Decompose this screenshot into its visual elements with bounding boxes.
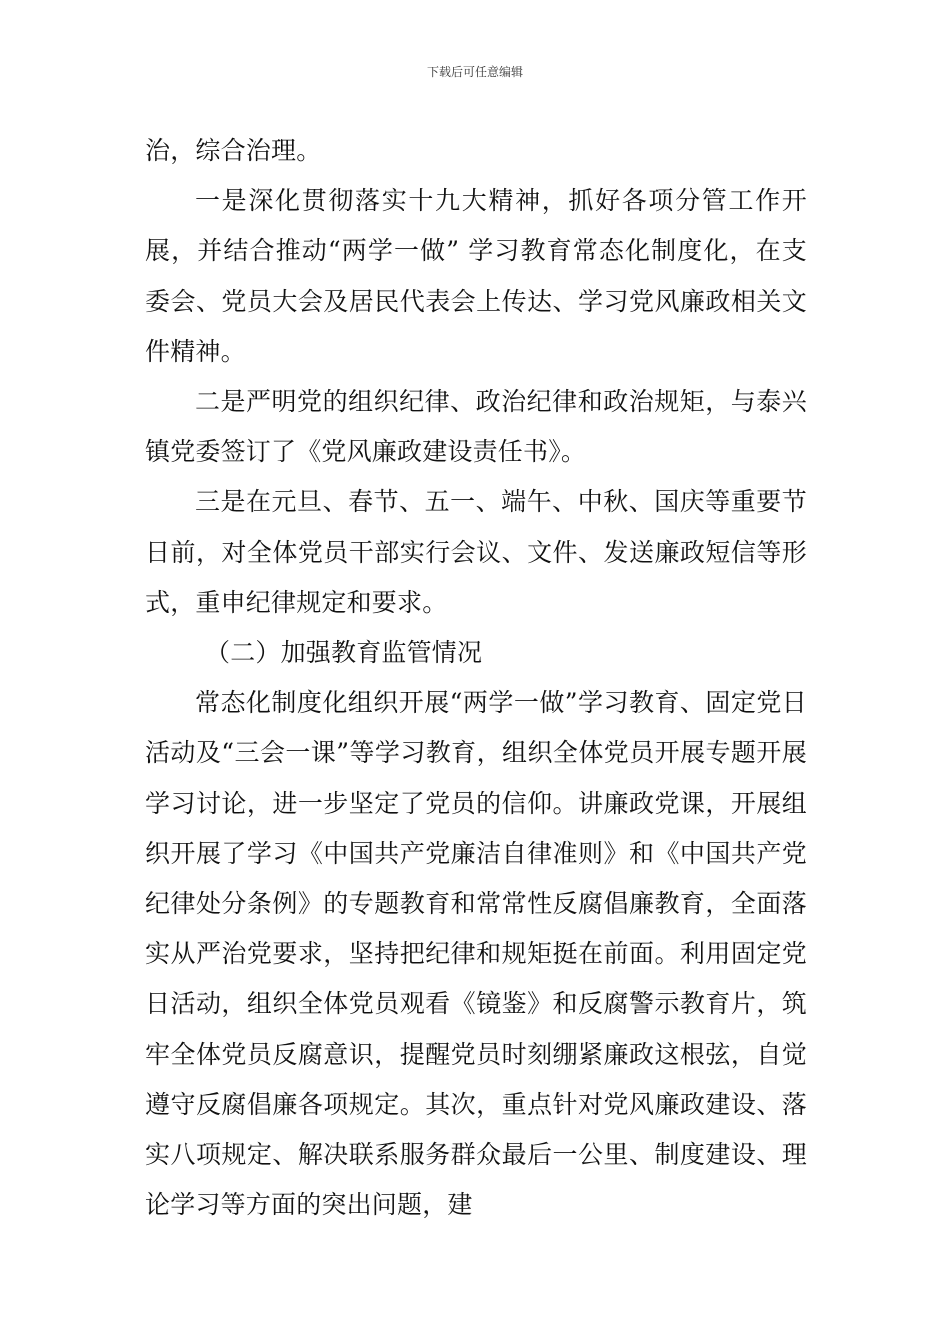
- page-header: 下载后可任意编辑: [426, 65, 523, 79]
- paragraph-continuation: 治，综合治理。: [145, 136, 322, 165]
- paragraph-education: 常态化制度化组织开展“两学一做”学习教育、固定党日活动及“三会一课”等学习教育，组织全体党员开展专题开展学习讨论，进一步坚定了党员的信仰。讲廉政党课，开展组织开展了学习《中国共产党廉洁自律准则》和《中国共产党纪律处分条例》的专题教育和常常性反腐倡廉教育，全面落实从严治党要求，坚持把纪律和规矩挺在前面。利用固定党日活动，组织全体党员观看《镜鉴》和反腐警示教育片，筑牢全体党员反腐意识，提醒党员时刻绷紧廉政这根弦，自觉遵守反腐倡廉各项规定。其次，重点针对党风廉政建设、落实八项规定、解决联系服务群众最后一公里、制度建设、理论学习等方面的突出问题，建: [145, 688, 807, 1220]
- section-heading: （二）加强教育监管情况: [205, 638, 483, 668]
- paragraph-item-two: 二是严明党的组织纪律、政治纪律和政治规矩，与泰兴镇党委签订了《党风廉政建设责任书》。: [145, 387, 807, 467]
- document-body: [145, 126, 807, 1230]
- paragraph-item-one: 一是深化贯彻落实十九大精神，抓好各项分管工作开展，并结合推动“两学一做” 学习教育常态化制度化，在支委会、党员大会及居民代表会上传达、学习党风廉政相关文件精神。: [145, 186, 807, 366]
- paragraph-item-three: 三是在元旦、春节、五一、端午、中秋、国庆等重要节日前，对全体党员干部实行会议、文件、发送廉政短信等形式，重申纪律规定和要求。: [145, 487, 807, 617]
